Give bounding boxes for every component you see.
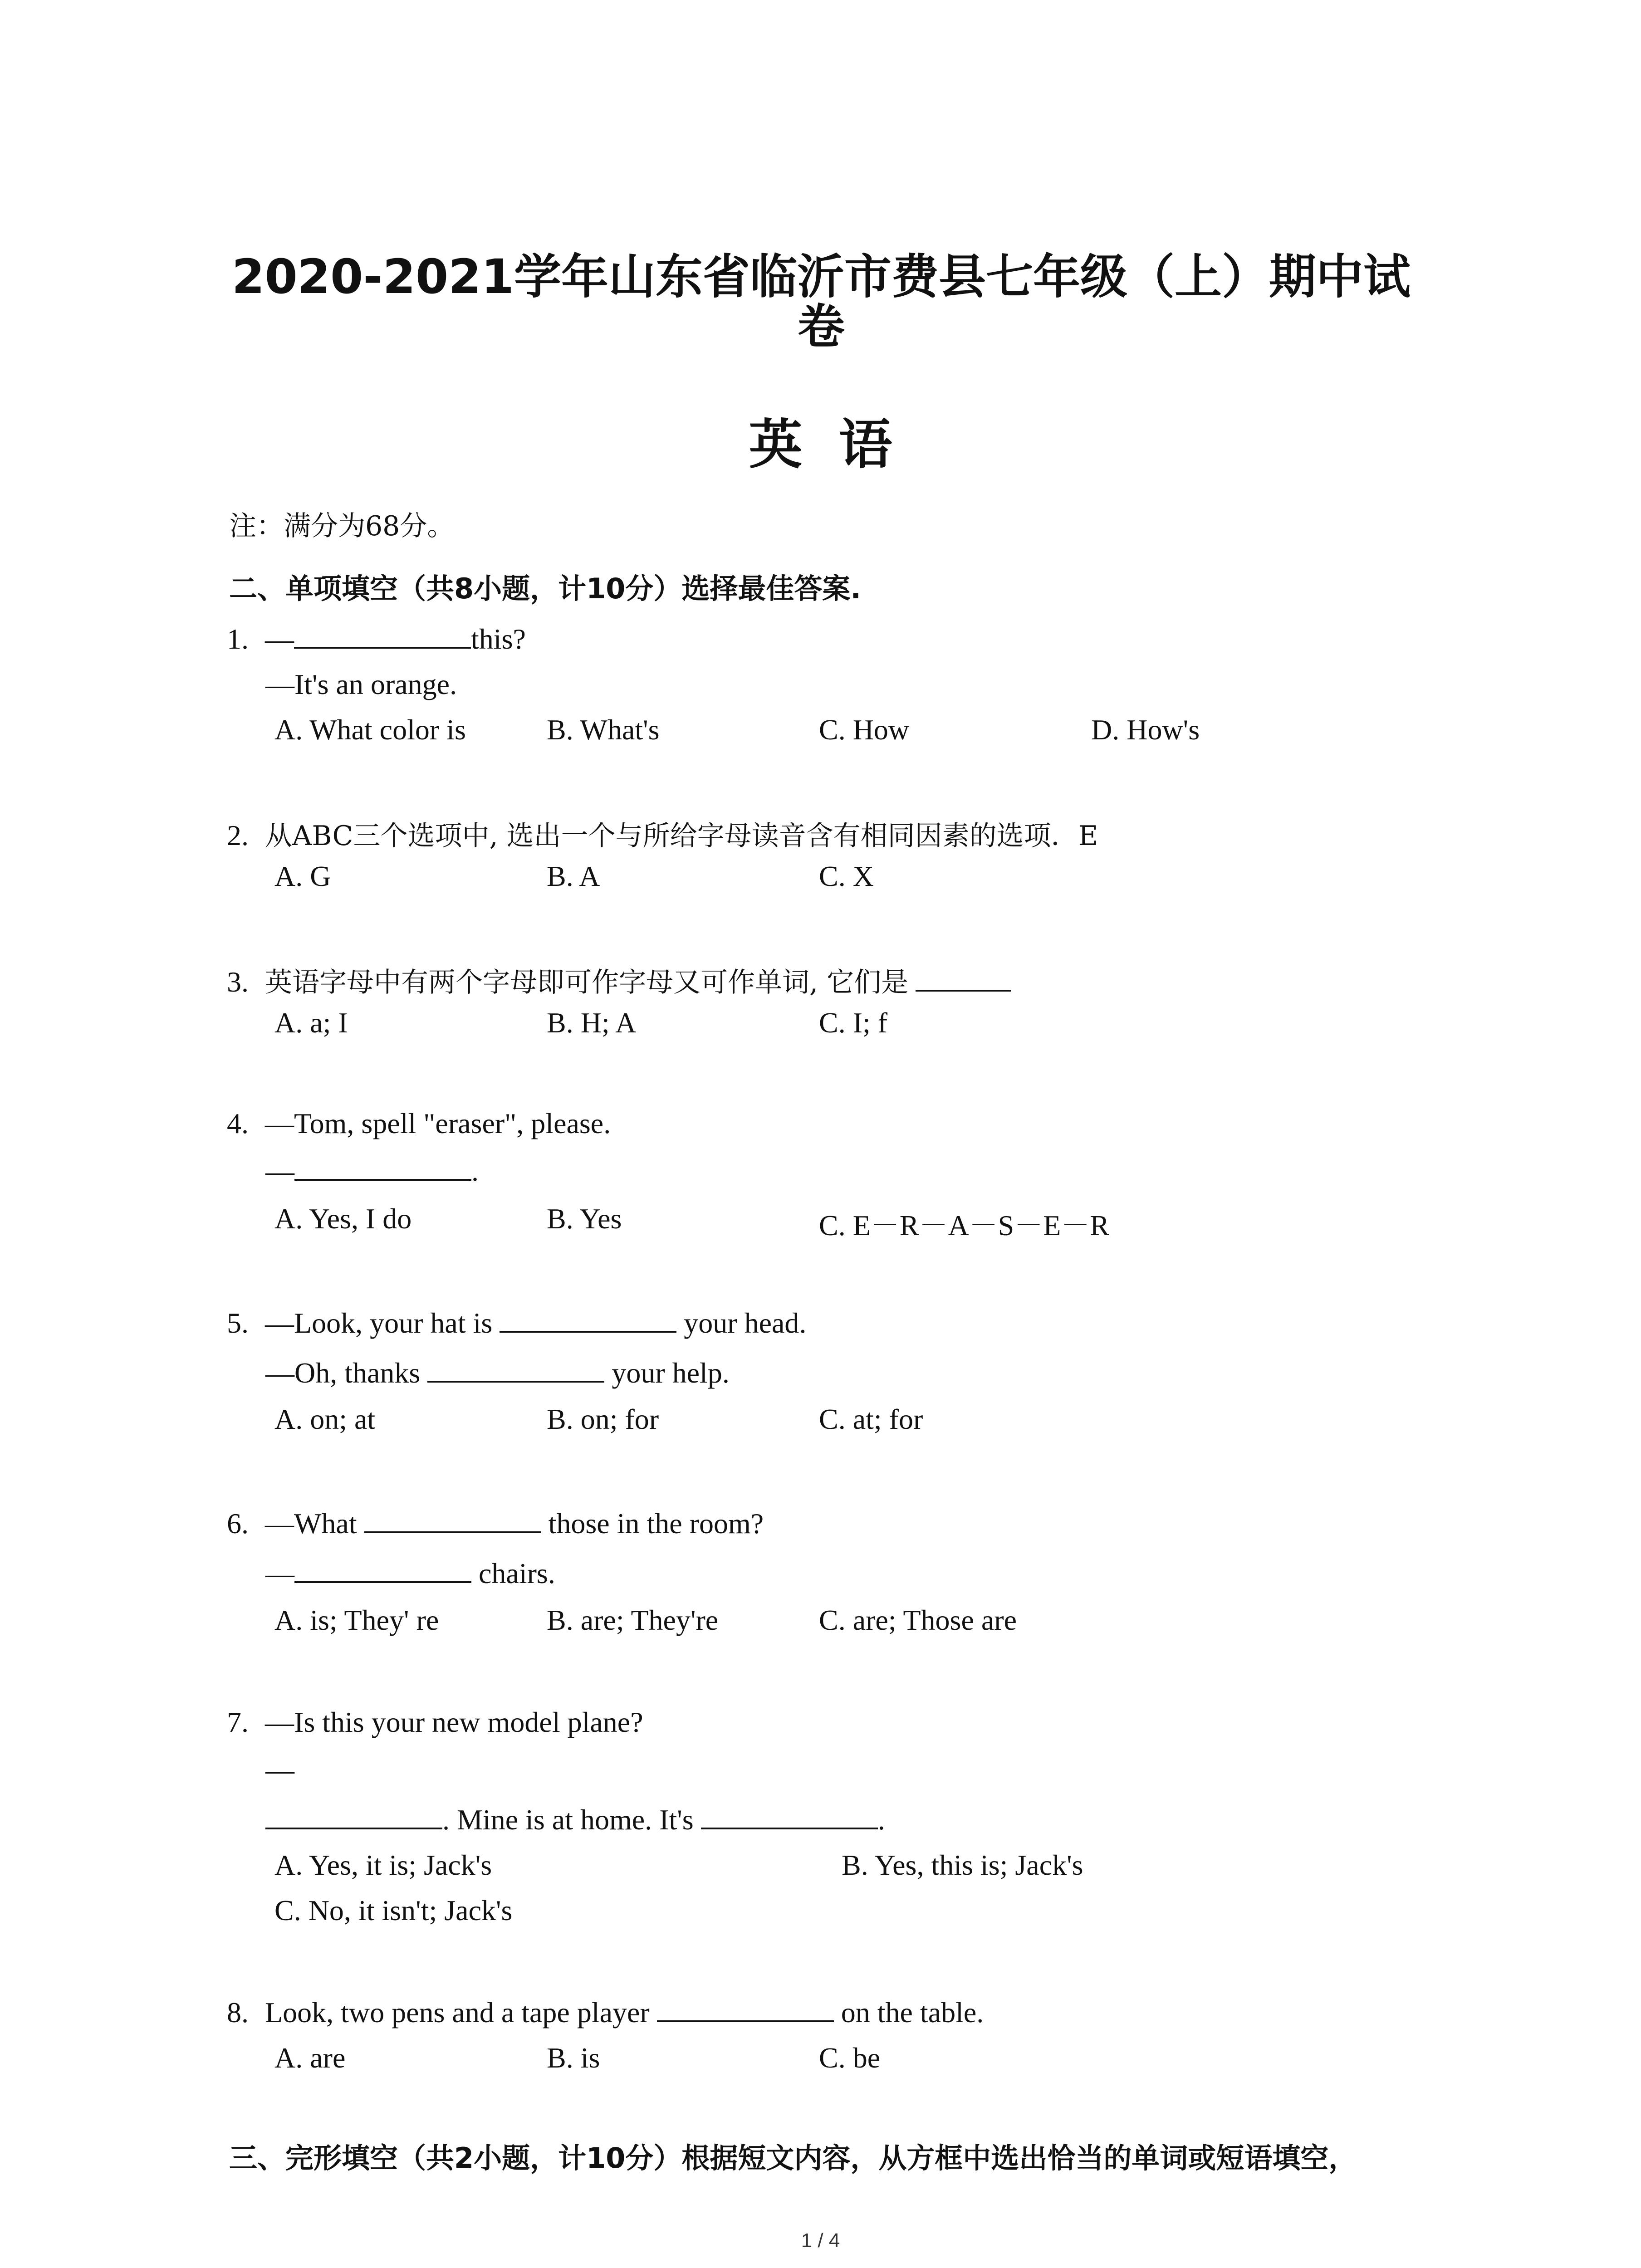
option-d: D. How's xyxy=(1091,714,1200,746)
option-c: C. X xyxy=(819,860,874,892)
answer-blank[interactable] xyxy=(427,1357,604,1383)
option-a: A. G xyxy=(274,860,331,892)
question-text: — xyxy=(265,1155,294,1187)
question-text: chairs. xyxy=(479,1557,555,1589)
answer-blank[interactable] xyxy=(364,1508,541,1533)
option-c: C. How xyxy=(819,714,910,746)
option-c: C. are; Those are xyxy=(819,1604,1017,1636)
question-text: —It's an orange. xyxy=(265,668,457,700)
question-text: — xyxy=(265,623,294,655)
question-text: this? xyxy=(471,623,526,655)
option-a: A. is; They' re xyxy=(274,1604,439,1636)
page-number: 1 / 4 xyxy=(801,2229,840,2252)
answer-blank[interactable] xyxy=(657,1997,834,2022)
option-a: A. are xyxy=(274,2042,346,2074)
option-a: A. Yes, I do xyxy=(274,1202,412,1235)
option-a: A. Yes, it is; Jack's xyxy=(274,1849,492,1881)
question-text: . xyxy=(471,1155,479,1187)
question-text: your head. xyxy=(684,1307,807,1339)
answer-blank[interactable] xyxy=(294,1558,471,1583)
question-number: 2. xyxy=(227,819,249,851)
option-c: C. E－R－A－S－E－R xyxy=(819,1209,1110,1242)
question-number: 6. xyxy=(227,1507,249,1540)
question-number: 4. xyxy=(227,1107,249,1139)
option-b: B. are; They're xyxy=(547,1604,719,1636)
option-c: C. I; f xyxy=(819,1007,888,1039)
title-line-2: 卷 xyxy=(797,299,845,354)
question-text: — xyxy=(265,1557,294,1589)
question-number: 5. xyxy=(227,1307,249,1339)
option-b: B. is xyxy=(547,2042,600,2074)
question-number: 8. xyxy=(227,1996,249,2028)
option-b: B. A xyxy=(547,860,600,892)
question-text: —Tom, spell "eraser", please. xyxy=(265,1107,611,1139)
question-text: —Oh, thanks xyxy=(265,1357,421,1389)
answer-blank[interactable] xyxy=(500,1307,676,1333)
option-c: C. at; for xyxy=(819,1403,923,1435)
title-line-1: 2020-2021学年山东省临沂市费县七年级（上）期中试 xyxy=(231,249,1411,304)
answer-blank[interactable] xyxy=(701,1804,878,1829)
option-b: B. Yes xyxy=(547,1202,622,1235)
answer-blank[interactable] xyxy=(265,1804,442,1829)
question-text: —Is this your new model plane? xyxy=(265,1706,643,1738)
option-a: A. on; at xyxy=(274,1403,376,1435)
option-b: B. What's xyxy=(547,714,660,746)
question-text: . Mine is at home. It's xyxy=(442,1804,694,1836)
option-a: A. What color is xyxy=(274,714,466,746)
answer-blank[interactable] xyxy=(294,623,471,649)
question-text: —What xyxy=(265,1507,357,1540)
subject-heading: 英语 xyxy=(749,413,929,476)
question-text: — xyxy=(265,1754,294,1786)
question-text: . xyxy=(877,1804,885,1836)
option-c: C. be xyxy=(819,2042,881,2074)
question-text: those in the room? xyxy=(548,1507,764,1540)
question-text: Look, two pens and a tape player xyxy=(265,1996,650,2028)
section-2-heading: 二、单项填空（共8小题，计10分）选择最佳答案. xyxy=(229,572,861,605)
score-note: 注：满分为68分。 xyxy=(229,510,455,542)
option-c: C. No, it isn't; Jack's xyxy=(274,1894,513,1926)
question-text: on the table. xyxy=(841,1996,984,2028)
question-text: 从ABC三个选项中, 选出一个与所给字母读音含有相同因素的选项．E xyxy=(265,820,1098,852)
option-b: B. Yes, this is; Jack's xyxy=(842,1849,1083,1881)
answer-blank[interactable] xyxy=(916,966,1011,992)
option-b: B. H; A xyxy=(547,1007,637,1039)
option-a: A. a; I xyxy=(274,1007,348,1039)
question-number: 7. xyxy=(227,1706,249,1738)
question-text: 英语字母中有两个字母即可作字母又可作单词, 它们是 xyxy=(265,967,909,998)
question-text: —Look, your hat is xyxy=(265,1307,493,1339)
question-number: 3. xyxy=(227,966,249,998)
option-b: B. on; for xyxy=(547,1403,659,1435)
answer-blank[interactable] xyxy=(294,1155,471,1181)
section-3-heading: 三、完形填空（共2小题，计10分）根据短文内容，从方框中选出恰当的单词或短语填空， xyxy=(229,2141,1357,2175)
question-number: 1. xyxy=(227,623,249,655)
exam-title xyxy=(191,249,1452,354)
question-text: your help. xyxy=(612,1357,730,1389)
